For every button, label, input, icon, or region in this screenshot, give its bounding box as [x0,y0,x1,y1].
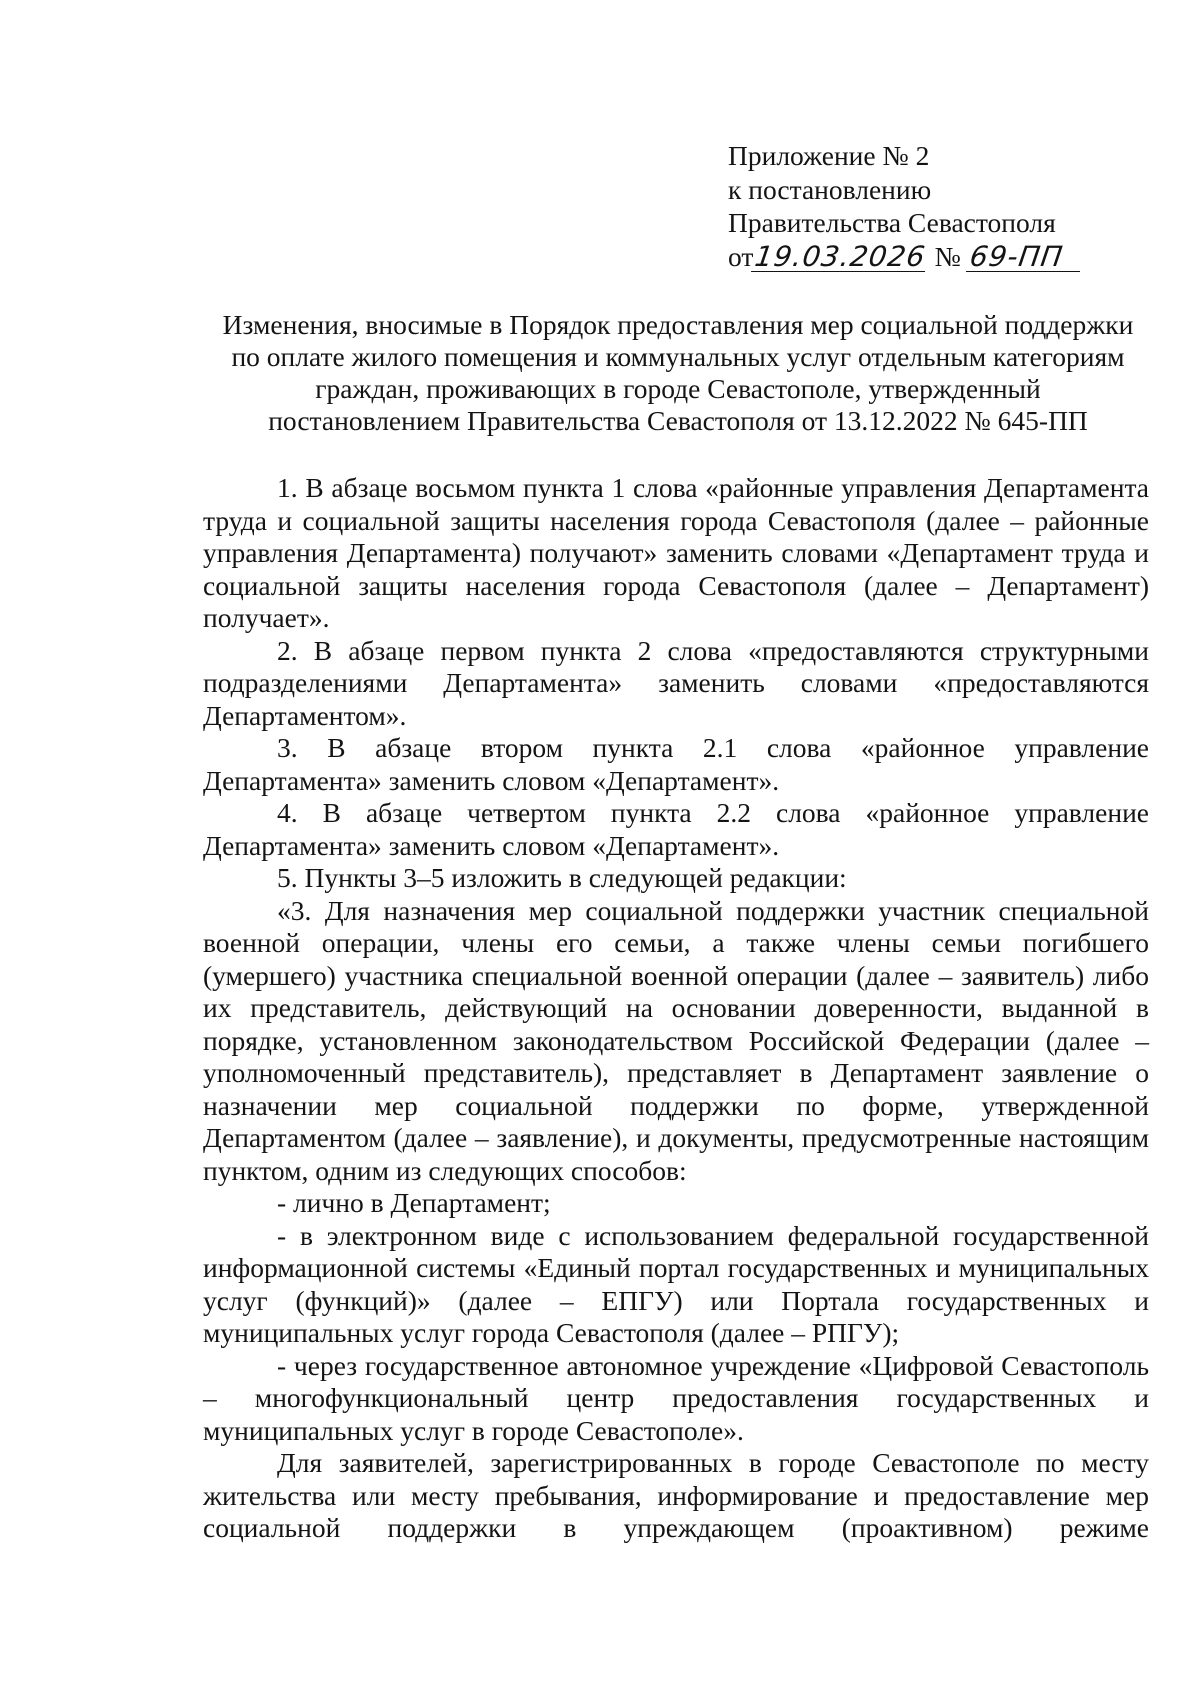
paragraph-10: Для заявителей, зарегистрированных в городе Севастополе по месту жительства или месту пребывания, информирование и предоставление мер социальной поддержки в упреждающем (проактивном) режиме [203,1447,1149,1543]
handwritten-number: 69-ПП [966,243,1084,272]
paragraph-1: 1. В абзаце восьмом пункта 1 слова «районные управления Департамента труда и социальной защиты населения города Севастополя (далее – районные управления Департамента) получают» заменить словами «Департамент труда и социальной защиты населения города Севастополя (далее – Департамент) получает». [203,472,1149,633]
appendix-line-3: Правительства Севастополя [728,207,1056,238]
appendix-line-2: к постановлению [728,173,932,205]
title-line-2: по оплате жилого помещения и коммунальных услуг отдельным категориям [231,341,1125,372]
appendix-header [728,139,1168,273]
paragraph-8: - в электронном виде с использованием федеральной государственной информационной системы «Единый портал государственных и муниципальных услуг (функций)» (далее – ЕПГУ) или Портала государственных и муниципальных услуг города Севастополя (далее – РПГУ); [203,1219,1149,1348]
paragraph-6: «3. Для назначения мер социальной поддержки участник специальной военной операции, члены его семьи, а также члены семьи погибшего (умершего) участника специальной военной операции (далее – заявитель) либо их представитель, действующий на основании доверенности, выданной в порядке, установленном законодательством Российской Федерации (далее – уполномоченный представитель), представляет в Департамент заявление о назначении мер социальной поддержки по форме, утвержденной Департаментом (далее – заявление), и документы, предусмотренные настоящим пунктом, одним из следующих способов: [203,894,1149,1186]
appendix-line-1: Приложение № 2 [728,140,930,171]
document-title [196,309,1160,437]
paragraph-4: 4. В абзаце четвертом пункта 2.2 слова «районное управление Департамента» заменить словом «Департамент». [203,797,1149,861]
title-line-1: Изменения, вносимые в Порядок предоставления мер социальной поддержки [222,309,1134,340]
paragraph-2: 2. В абзаце первом пункта 2 слова «предоставляются структурными подразделениями Департамента» заменить словами «предоставляются Департаментом». [203,634,1149,731]
document-body [203,472,1149,1545]
title-line-3: граждан, проживающих в городе Севастополе, утвержденный [315,373,1041,404]
appendix-date-line [728,240,1168,274]
date-prefix: от [728,240,754,272]
paragraph-9: - через государственное автономное учреждение «Цифровой Севастополь – многофункциональный центр предоставления государственных и муниципальных услуг в городе Севастополе». [203,1349,1149,1446]
title-line-4: постановлением Правительства Севастополя от 13.12.2022 № 645-ПП [268,405,1088,436]
paragraph-3: 3. В абзаце втором пункта 2.1 слова «районное управление Департамента» заменить словом «Департамент». [203,732,1149,796]
paragraph-5: 5. Пункты 3–5 изложить в следующей редакции: [277,862,847,893]
number-prefix: № [934,240,961,272]
handwritten-date: 19.03.2026 [753,239,929,273]
paragraph-7: - лично в Департамент; [277,1187,551,1218]
